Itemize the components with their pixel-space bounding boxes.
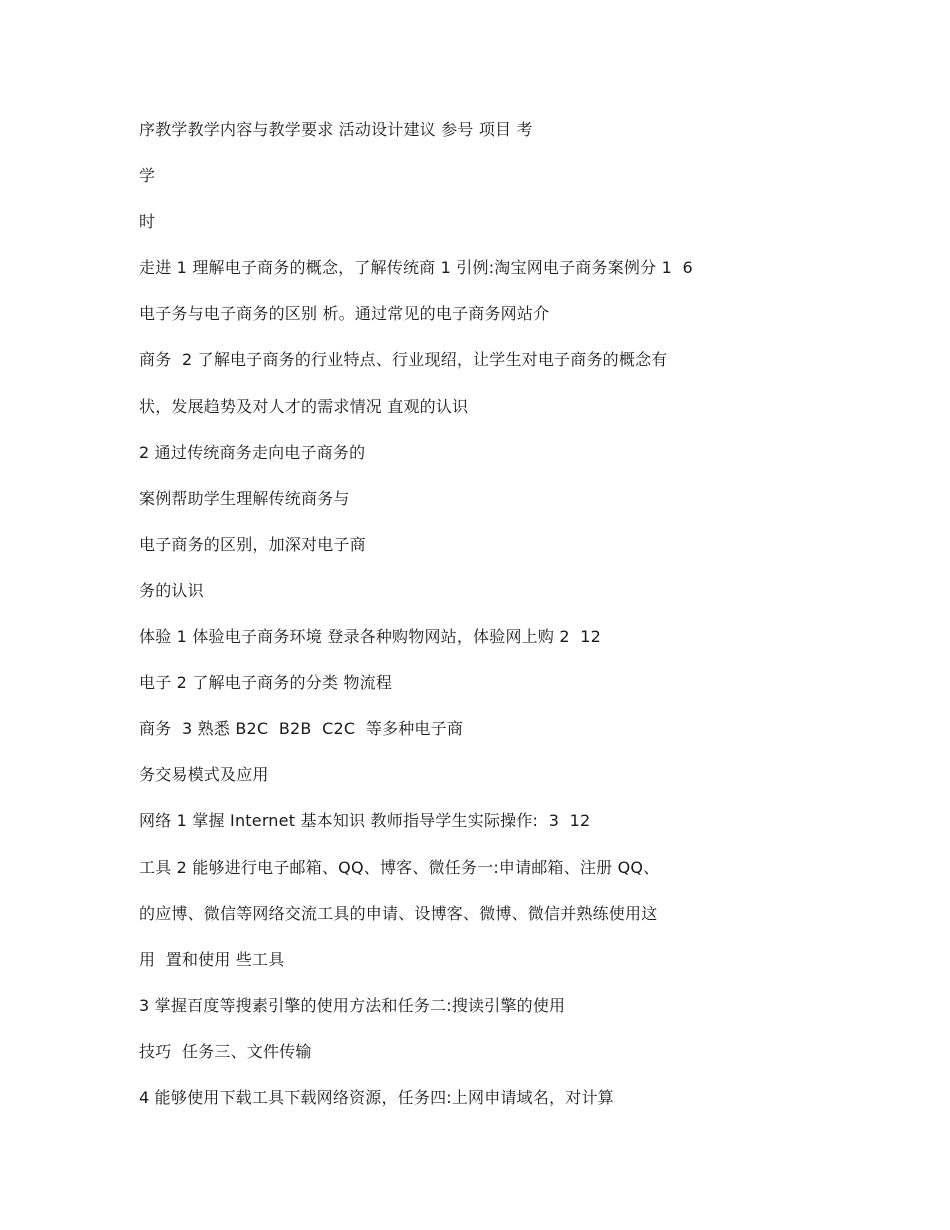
text-line: 电子商务的区别，加深对电子商	[139, 534, 366, 554]
text-line: 网络 1 掌握 Internet 基本知识 教师指导学生实际操作: 3 12	[139, 811, 591, 831]
text-line: 序教学教学内容与教学要求 活动设计建议 参号 项目 考	[139, 120, 533, 139]
document-text-block	[139, 116, 879, 1130]
text-line: 务的认识	[139, 580, 204, 600]
text-line: 商务 2 了解电子商务的行业特点、行业现绍，让学生对电子商务的概念有	[139, 350, 668, 370]
text-line: 走进 1 理解电子商务的概念，了解传统商 1 引例:淘宝网电子商务案例分 1 6	[139, 258, 693, 278]
text-line: 电子 2 了解电子商务的分类 物流程	[139, 673, 393, 693]
text-line: 的应博、微信等网络交流工具的申请、设博客、微博、微信并熟练使用这	[139, 903, 658, 923]
text-line: 技巧 任务三、文件传输	[139, 1041, 312, 1061]
text-line: 4 能够使用下载工具下载网络资源，任务四:上网申请域名，对计算	[139, 1087, 614, 1107]
text-line: 工具 2 能够进行电子邮箱、QQ、博客、微任务一:申请邮箱、注册 QQ、	[139, 857, 660, 877]
text-line: 商务 3 熟悉 B2C B2B C2C 等多种电子商	[139, 719, 464, 739]
text-line: 体验 1 体验电子商务环境 登录各种购物网站，体验网上购 2 12	[139, 627, 602, 647]
text-line: 用 置和使用 些工具	[139, 949, 285, 969]
text-line: 电子务与电子商务的区别 析。通过常见的电子商务网站介	[139, 304, 550, 324]
text-line: 务交易模式及应用	[139, 765, 269, 785]
text-line: 3 掌握百度等搜素引擎的使用方法和任务二:搜读引擎的使用	[139, 995, 566, 1015]
text-line: 时	[139, 212, 156, 232]
text-line: 案例帮助学生理解传统商务与	[139, 488, 350, 508]
text-line: 2 通过传统商务走向电子商务的	[139, 442, 366, 462]
text-line: 状，发展趋势及对人才的需求情况 直观的认识	[139, 396, 469, 416]
text-line: 学	[139, 166, 156, 186]
